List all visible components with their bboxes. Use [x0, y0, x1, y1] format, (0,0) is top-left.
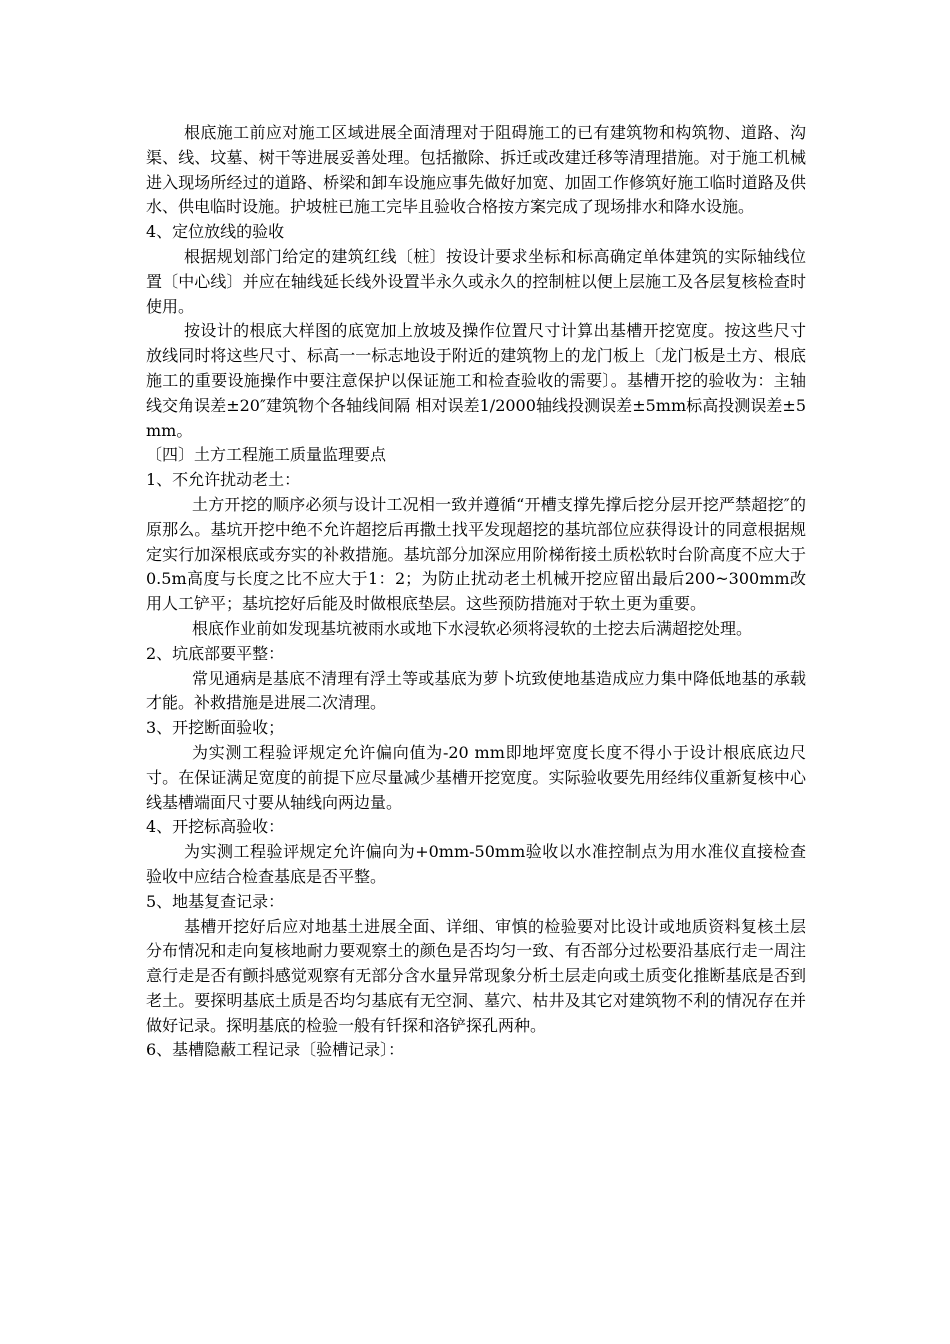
heading-pit-bottom-flat: 2、坑底部要平整：	[146, 643, 285, 663]
heading-trench-hidden-works-record: 6、基槽隐蔽工程记录〔验槽记录〕：	[146, 1040, 405, 1060]
heading-section-acceptance: 3、开挖断面验收；	[146, 718, 285, 738]
paragraph-elevation-tolerance: 为实测工程验评规定允许偏向为+0mm-50mm验收以水准控制点为用水准仪直接检查验收中应结合检查基底是否平整。	[146, 842, 806, 886]
document-page	[146, 121, 806, 1063]
paragraph-site-clearing: 根底施工前应对施工区域进展全面清理对于阻碍施工的已有建筑物和构筑物、道路、沟渠、线、坟墓、树干等进展妥善处理。包括撤除、拆迁或改建迁移等清理措施。对于施工机械进入现场所经过的道路、桥梁和卸车设施应事先做好加宽、加固工作修筑好施工临时道路及供水、供电临时设施。护坡桩已施工完毕且验收合格按方案完成了现场排水和降水设施。	[146, 123, 806, 217]
paragraph-excavation-sequence: 土方开挖的顺序必须与设计工况相一致并遵循“开槽支撑先撑后挖分层开挖严禁超挖″的原那么。基坑开挖中绝不允许超挖后再撒土找平发现超挖的基坑部位应获得设计的同意根据规定实行加深根底或夯实的补救措施。基坑部分加深应用阶梯衔接土质松软时台阶高度不应大于0.5m高度与长度之比不应大于1：2；为防止扰动老土机械开挖应留出最后200~300mm改用人工铲平；基坑挖好后能及时做根底垫层。这些预防措施对于软土更为重要。	[146, 494, 806, 614]
heading-earthwork-quality-points: 〔四〕土方工程施工质量监理要点	[146, 445, 387, 465]
paragraph-section-tolerance: 为实测工程验评规定允许偏向值为-20 mm即地坪宽度长度不得小于设计根底底边尺寸。在保证满足宽度的前提下应尽量减少基槽开挖宽度。实际验收要先用经纬仪重新复核中心线基槽端面尺寸要从轴线向两边量。	[146, 742, 806, 812]
heading-setting-out-acceptance: 4、定位放线的验收	[146, 222, 285, 242]
paragraph-foundation-inspection: 基槽开挖好后应对地基土进展全面、详细、审慎的检验要对比设计或地质资料复核土层分布情况和走向复核地耐力要观察土的颜色是否均匀一致、有否部分过松要沿基底行走一周注意行走是否有颤抖感觉观察有无部分含水量异常现象分析土层走向或土质变化推断基底是否到老土。要探明基底土质是否均匀基底有无空洞、墓穴、枯井及其它对建筑物不利的情况存在并做好记录。探明基底的检验一般有钎探和洛铲探孔两种。	[146, 916, 806, 1035]
heading-no-disturb-soil: 1、不允许扰动老土：	[146, 470, 301, 490]
heading-foundation-review-record: 5、地基复查记录：	[146, 891, 285, 911]
paragraph-common-defects: 常见通病是基底不清理有浮土等或基底为萝卜坑致使地基造成应力集中降低地基的承载才能。补救措施是进展二次清理。	[146, 668, 806, 713]
paragraph-trench-width: 按设计的根底大样图的底宽加上放坡及操作位置尺寸计算出基槽开挖宽度。按这些尺寸放线同时将这些尺寸、标高一一标志地设于附近的建筑物上的龙门板上〔龙门板是土方、根底施工的重要设施操作中要注意保护以保证施工和检查验收的需要〕。基槽开挖的验收为：主轴线交角误差±20″建筑物个各轴线间隔 相对误差1/2000轴线投测误差±5mm标高投测误差±5mm。	[146, 321, 806, 440]
paragraph-red-line-axis: 根据规划部门给定的建筑红线〔桩〕按设计要求坐标和标高确定单体建筑的实际轴线位置〔中心线〕并应在轴线延长线外设置半永久或永久的控制桩以便上层施工及各层复核检查时使用。	[146, 246, 806, 316]
heading-elevation-acceptance: 4、开挖标高验收：	[146, 817, 285, 837]
paragraph-rain-soaked-pit: 根底作业前如发现基坑被雨水或地下水浸软必须将浸软的土挖去后满超挖处理。	[192, 618, 753, 638]
